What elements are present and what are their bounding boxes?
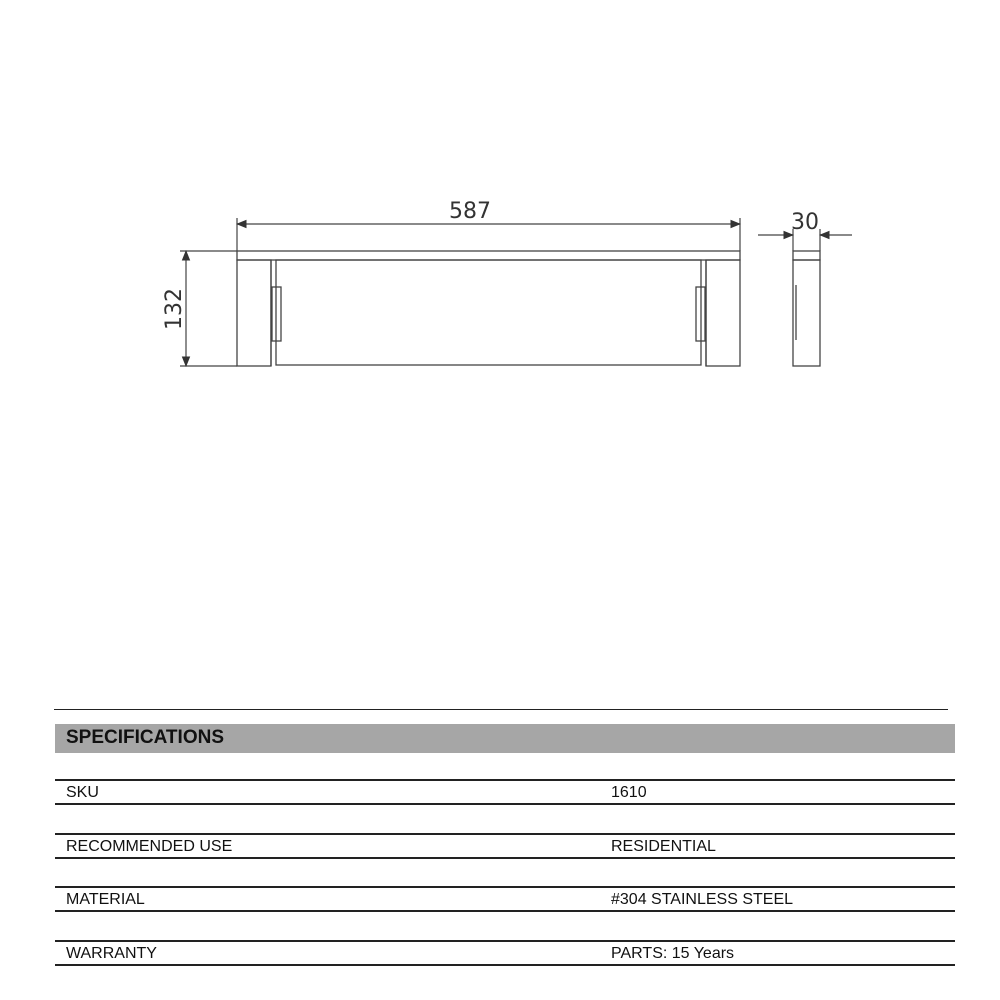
dim-width-label: 587 [449, 199, 491, 224]
dim-height-label: 132 [162, 288, 187, 330]
spec-row-recommended-use [55, 833, 955, 859]
side-view [793, 251, 820, 366]
spec-value: RESIDENTIAL [611, 838, 716, 855]
spec-value: PARTS: 15 Years [611, 945, 735, 962]
side-top-plate [793, 251, 820, 260]
right-bracket [706, 260, 740, 366]
spec-row-warranty [55, 940, 955, 966]
specifications-header [55, 724, 955, 753]
dim-depth-label: 30 [791, 210, 819, 235]
spec-row-sku [55, 779, 955, 805]
back-panel [276, 260, 701, 365]
height-dimension [180, 251, 237, 366]
section-divider [54, 709, 948, 710]
left-bracket [237, 260, 271, 366]
spec-value: #304 STAINLESS STEEL [611, 891, 794, 908]
side-bracket [793, 260, 820, 366]
spec-label: MATERIAL [66, 891, 145, 908]
spec-label: RECOMMENDED USE [66, 838, 233, 855]
spec-row-material [55, 886, 955, 912]
front-view [237, 251, 740, 366]
specifications-title: SPECIFICATIONS [66, 727, 224, 748]
spec-value: 1610 [611, 784, 647, 801]
spec-label: SKU [66, 784, 99, 801]
technical-drawing [0, 0, 1000, 460]
top-shelf-plate [237, 251, 740, 260]
spec-label: WARRANTY [66, 945, 157, 962]
